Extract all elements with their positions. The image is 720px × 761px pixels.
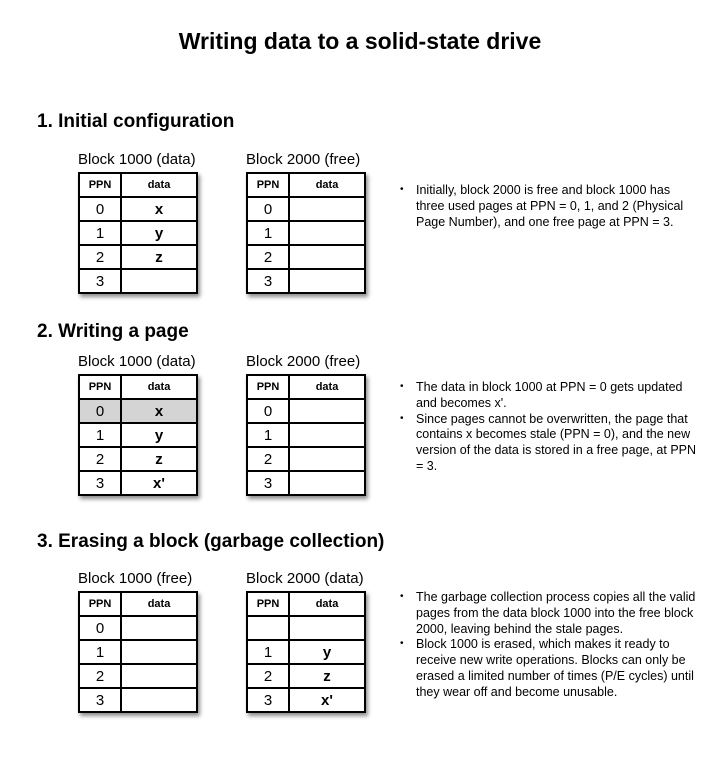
ppn-cell: 1 bbox=[79, 423, 121, 447]
note-item: • The garbage collection process copies all the valid pages from the data block 1000 into the free block 2000, leaving behind the stale pages. bbox=[398, 590, 698, 637]
table-row bbox=[79, 471, 197, 495]
table-header-row bbox=[79, 592, 197, 616]
section-heading: 3. Erasing a block (garbage collection) bbox=[37, 531, 385, 552]
table-row bbox=[247, 399, 365, 423]
table-row bbox=[247, 197, 365, 221]
note-item: • Block 1000 is erased, which makes it ready to receive new write operations. Blocks can only be erased a limited number of times (P/E cycles) until they wear off and become unusable. bbox=[398, 637, 698, 700]
block-table bbox=[246, 172, 366, 294]
ppn-cell: 2 bbox=[247, 447, 289, 471]
ppn-cell: 2 bbox=[79, 447, 121, 471]
ppn-header: PPN bbox=[79, 375, 121, 399]
ppn-cell: 3 bbox=[247, 471, 289, 495]
ppn-cell: 0 bbox=[79, 616, 121, 640]
note-item: • Since pages cannot be overwritten, the page that contains x becomes stale (PPN = 0), and the new version of the data is stored in a free page, at PPN = 3. bbox=[398, 412, 698, 475]
ppn-cell: 3 bbox=[79, 269, 121, 293]
ppn-cell: 3 bbox=[247, 688, 289, 712]
ppn-header: PPN bbox=[247, 375, 289, 399]
block-table bbox=[78, 172, 198, 294]
table-row bbox=[79, 616, 197, 640]
ppn-cell: 3 bbox=[79, 688, 121, 712]
data-cell bbox=[289, 245, 365, 269]
data-cell bbox=[289, 197, 365, 221]
ppn-cell: 2 bbox=[79, 245, 121, 269]
block-caption: Block 2000 (data) bbox=[246, 570, 364, 587]
data-cell bbox=[121, 688, 197, 712]
table-row bbox=[79, 640, 197, 664]
table-header-row bbox=[247, 173, 365, 197]
table-header-row bbox=[247, 592, 365, 616]
notes-list bbox=[398, 183, 698, 230]
table-row bbox=[247, 269, 365, 293]
ppn-cell: 1 bbox=[247, 221, 289, 245]
table-row bbox=[247, 447, 365, 471]
table-row bbox=[247, 471, 365, 495]
ppn-header: PPN bbox=[247, 173, 289, 197]
ppn-cell: 2 bbox=[247, 664, 289, 688]
stale-row bbox=[79, 399, 197, 423]
block-table bbox=[78, 374, 198, 496]
table-row bbox=[79, 664, 197, 688]
data-cell bbox=[289, 269, 365, 293]
table-row bbox=[247, 640, 365, 664]
data-cell bbox=[289, 423, 365, 447]
block-caption: Block 2000 (free) bbox=[246, 353, 361, 370]
ppn-cell: 0 bbox=[247, 197, 289, 221]
data-cell bbox=[289, 221, 365, 245]
data-cell: y bbox=[121, 423, 197, 447]
note-item: • The data in block 1000 at PPN = 0 gets updated and becomes x'. bbox=[398, 380, 698, 412]
notes-list bbox=[398, 590, 698, 701]
data-cell bbox=[289, 471, 365, 495]
ppn-cell: 0 bbox=[247, 399, 289, 423]
ppn-cell: 2 bbox=[79, 664, 121, 688]
data-cell bbox=[121, 664, 197, 688]
ppn-header: PPN bbox=[79, 173, 121, 197]
data-cell: y bbox=[121, 221, 197, 245]
ppn-cell bbox=[247, 616, 289, 640]
table-row bbox=[247, 688, 365, 712]
ppn-cell: 1 bbox=[247, 423, 289, 447]
data-header: data bbox=[121, 173, 197, 197]
ppn-cell: 3 bbox=[79, 471, 121, 495]
table-row bbox=[79, 423, 197, 447]
ppn-header: PPN bbox=[247, 592, 289, 616]
data-header: data bbox=[121, 375, 197, 399]
data-cell: x bbox=[121, 197, 197, 221]
table-row bbox=[247, 616, 365, 640]
table-row bbox=[79, 221, 197, 245]
block-caption: Block 1000 (data) bbox=[78, 353, 196, 370]
notes-list bbox=[398, 380, 698, 475]
ppn-cell: 1 bbox=[79, 221, 121, 245]
data-header: data bbox=[289, 592, 365, 616]
block-caption: Block 2000 (free) bbox=[246, 151, 361, 168]
data-cell: x' bbox=[289, 688, 365, 712]
data-cell: y bbox=[289, 640, 365, 664]
ppn-cell: 3 bbox=[247, 269, 289, 293]
data-cell bbox=[121, 640, 197, 664]
ppn-header: PPN bbox=[79, 592, 121, 616]
table-row bbox=[79, 447, 197, 471]
data-cell: z bbox=[121, 447, 197, 471]
table-header-row bbox=[247, 375, 365, 399]
table-row bbox=[79, 245, 197, 269]
block-table bbox=[246, 374, 366, 496]
data-cell: x bbox=[121, 399, 197, 423]
data-header: data bbox=[289, 173, 365, 197]
section-heading: 2. Writing a page bbox=[37, 321, 189, 342]
ppn-cell: 2 bbox=[247, 245, 289, 269]
table-header-row bbox=[79, 173, 197, 197]
table-row bbox=[247, 221, 365, 245]
table-row bbox=[247, 245, 365, 269]
table-row bbox=[79, 269, 197, 293]
data-cell bbox=[289, 616, 365, 640]
ppn-cell: 1 bbox=[79, 640, 121, 664]
table-row bbox=[247, 423, 365, 447]
data-header: data bbox=[121, 592, 197, 616]
note-item: • Initially, block 2000 is free and block 1000 has three used pages at PPN = 0, 1, and 2 (Physical Page Number), and one free page at PPN = 3. bbox=[398, 183, 698, 230]
block-caption: Block 1000 (free) bbox=[78, 570, 193, 587]
data-cell bbox=[289, 447, 365, 471]
table-row bbox=[79, 688, 197, 712]
block-table bbox=[246, 591, 366, 713]
page-title: Writing data to a solid-state drive bbox=[178, 28, 542, 54]
table-header-row bbox=[79, 375, 197, 399]
table-row bbox=[79, 197, 197, 221]
data-cell bbox=[121, 269, 197, 293]
block-caption: Block 1000 (data) bbox=[78, 151, 196, 168]
data-cell: z bbox=[289, 664, 365, 688]
data-cell: x' bbox=[121, 471, 197, 495]
ppn-cell: 0 bbox=[79, 399, 121, 423]
section-heading: 1. Initial configuration bbox=[37, 111, 235, 132]
data-cell bbox=[121, 616, 197, 640]
table-row bbox=[247, 664, 365, 688]
block-table bbox=[78, 591, 198, 713]
data-header: data bbox=[289, 375, 365, 399]
data-cell: z bbox=[121, 245, 197, 269]
ppn-cell: 1 bbox=[247, 640, 289, 664]
ppn-cell: 0 bbox=[79, 197, 121, 221]
data-cell bbox=[289, 399, 365, 423]
